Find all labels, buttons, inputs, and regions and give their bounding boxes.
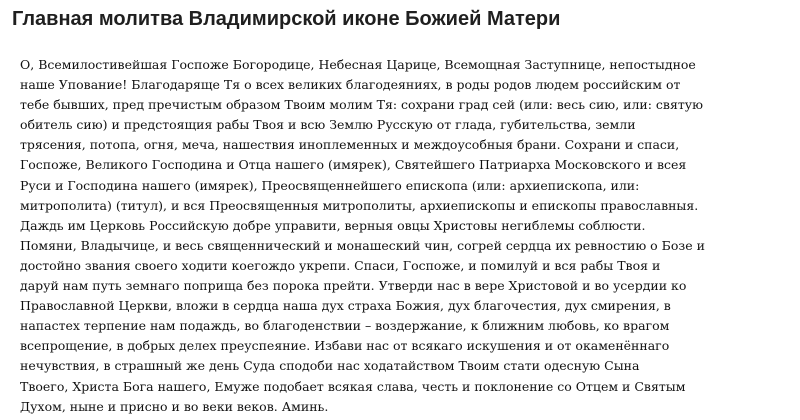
prayer-line: Помяни, Владычице, и весь священнический и монашеский чин, согрей сердца их ревностию о Бозе и xyxy=(20,237,705,253)
prayer-line: достойно звания своего ходити коегождо укрепи. Спаси, Госпоже, и помилуй и вся рабы Твоя и xyxy=(20,257,661,273)
prayer-line: всепрощение, в добрых делех преуспеяние. Избави нас от всякаго искушения и от окаменённаго xyxy=(20,338,670,354)
prayer-line: даруй нам путь земнаго поприща без порока прейти. Утверди нас в вере Христовой и во усердии ко xyxy=(20,278,687,294)
prayer-line: наше Упование! Благодаряще Тя о всех великих благодеяниях, в роды родов людем российским от xyxy=(20,77,681,93)
page-title: Главная молитва Владимирской иконе Божией Матери xyxy=(12,8,561,30)
prayer-line: митрополита) (титул), и вся Преосвященныя митрополиты, архиепископы и епископы православныя. xyxy=(20,197,699,213)
prayer-line: Духом, ныне и присно и во веки веков. Аминь. xyxy=(20,398,329,414)
prayer-line: Даждь им Церковь Российскую добре управити, верныя овцы Христовы негиблемы соблюсти. xyxy=(20,217,646,233)
prayer-line: Руси и Господина нашего (имярек), Преосвященнейшего епископа (или: архиепископа, или: xyxy=(20,177,640,193)
prayer-line: О, Всемилостивейшая Госпоже Богородице, Небесная Царице, Всемощная Заступнице, непостыдное xyxy=(20,57,696,72)
prayer-line: трясения, потопа, огня, меча, нашествия иноплеменных и междоусобныя брани. Сохрани и спаси, xyxy=(20,137,680,153)
prayer-line: обитель сию) и предстоящия рабы Твоя и всю Землю Русскую от глада, губительства, земли xyxy=(20,117,636,133)
prayer-line: тебе бывших, пред пречистым образом Твоим молим Тя: сохрани град сей (или: весь сию, или: святую xyxy=(20,97,704,113)
prayer-line: Госпоже, Великого Господина и Отца нашего (имярек), Святейшего Патриарха Московского и всея xyxy=(20,157,687,173)
prayer-text xyxy=(20,55,705,417)
prayer-line: нечувствия, в страшный же день Суда сподоби нас ходатайством Твоим стати одесную Сына xyxy=(20,358,640,374)
prayer-line: Твоего, Христа Бога нашего, Емуже подобает всякая слава, честь и поклонение со Отцем и Святым xyxy=(20,378,686,394)
prayer-card xyxy=(8,50,792,412)
prayer-line: напастех терпение нам подаждь, во благоденствии – воздержание, к ближним любовь, ко врагом xyxy=(20,318,670,334)
prayer-line: Православной Церкви, вложи в сердца наша дух страха Божия, дух благочестия, дух смирения, в xyxy=(20,298,671,314)
